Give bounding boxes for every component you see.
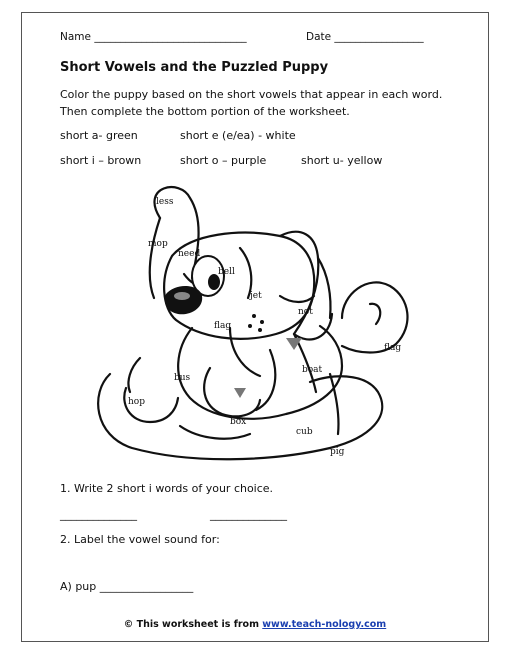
instructions: Color the puppy based on the short vowels that appear in each word. Then complete the bottom portion of the worksheet. [60, 88, 443, 118]
footer-link[interactable]: www.teach-nology.com [262, 619, 387, 630]
word-bus: bus [174, 373, 191, 383]
question-2a: A) pup _________________ [60, 580, 194, 593]
word-not: not [298, 307, 313, 317]
question-2: 2. Label the vowel sound for: [60, 533, 220, 546]
key-short-u: short u- yellow [301, 154, 383, 167]
nose-highlight [174, 292, 190, 300]
word-hop: hop [128, 397, 145, 407]
key-short-o: short o – purple [180, 154, 267, 167]
freckles [248, 314, 264, 332]
word-cub: cub [296, 427, 313, 437]
footer-prefix: © This worksheet is from [123, 619, 263, 630]
answer-blank-1: ______________ [60, 508, 137, 521]
word-pig: pig [330, 447, 345, 457]
key-short-e: short e (e/ea) - white [180, 129, 296, 142]
question-1: 1. Write 2 short i words of your choice. [60, 482, 274, 495]
right-ear-outline [280, 232, 332, 340]
word-box: box [230, 417, 247, 427]
name-field: Name _____________________________ [60, 31, 247, 43]
date-field: Date _________________ [306, 31, 424, 43]
key-short-a: short a- green [60, 129, 138, 142]
nose [165, 286, 202, 314]
footer-credit [0, 619, 510, 630]
word-mop: mop [148, 239, 168, 249]
word-flag: flag [214, 321, 232, 331]
word-bell: bell [218, 267, 235, 277]
word-less: less [156, 197, 174, 207]
puzzled-puppy-picture [80, 178, 420, 468]
word-flag-tail: flag [384, 343, 402, 353]
worksheet-title: Short Vowels and the Puzzled Puppy [60, 60, 329, 75]
word-boat: boat [302, 365, 323, 375]
word-need: need [178, 249, 201, 259]
tail-outline [342, 282, 407, 352]
word-jet: jet [250, 291, 262, 301]
key-short-i: short i – brown [60, 154, 142, 167]
answer-blank-2: ______________ [210, 508, 287, 521]
